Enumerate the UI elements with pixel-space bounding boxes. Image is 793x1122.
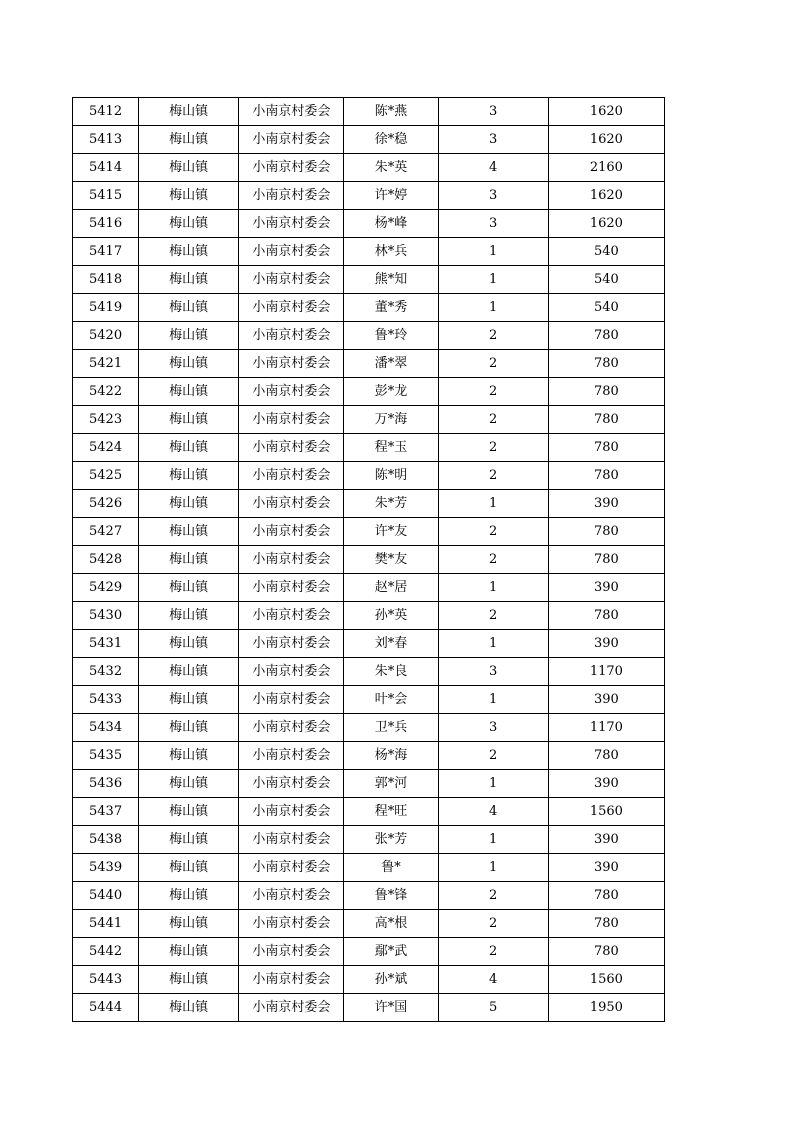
table-row bbox=[73, 686, 665, 714]
name-cell: 朱*良 bbox=[344, 658, 438, 686]
count-cell: 1 bbox=[438, 266, 548, 294]
town-cell: 梅山镇 bbox=[139, 826, 239, 854]
village-committee-cell: 小南京村委会 bbox=[239, 602, 344, 630]
table-row bbox=[73, 714, 665, 742]
amount-cell: 540 bbox=[548, 238, 664, 266]
row-number-cell: 5443 bbox=[73, 966, 139, 994]
count-cell: 2 bbox=[438, 378, 548, 406]
name-cell: 樊*友 bbox=[344, 546, 438, 574]
row-number-cell: 5427 bbox=[73, 518, 139, 546]
amount-cell: 780 bbox=[548, 518, 664, 546]
name-cell: 许*国 bbox=[344, 994, 438, 1022]
town-cell: 梅山镇 bbox=[139, 378, 239, 406]
count-cell: 4 bbox=[438, 798, 548, 826]
row-number-cell: 5413 bbox=[73, 126, 139, 154]
count-cell: 1 bbox=[438, 826, 548, 854]
town-cell: 梅山镇 bbox=[139, 966, 239, 994]
count-cell: 1 bbox=[438, 630, 548, 658]
table-row bbox=[73, 378, 665, 406]
amount-cell: 780 bbox=[548, 910, 664, 938]
count-cell: 3 bbox=[438, 182, 548, 210]
village-committee-cell: 小南京村委会 bbox=[239, 98, 344, 126]
village-committee-cell: 小南京村委会 bbox=[239, 798, 344, 826]
count-cell: 2 bbox=[438, 434, 548, 462]
name-cell: 赵*居 bbox=[344, 574, 438, 602]
count-cell: 2 bbox=[438, 602, 548, 630]
town-cell: 梅山镇 bbox=[139, 294, 239, 322]
count-cell: 2 bbox=[438, 322, 548, 350]
table-row bbox=[73, 854, 665, 882]
village-committee-cell: 小南京村委会 bbox=[239, 994, 344, 1022]
village-committee-cell: 小南京村委会 bbox=[239, 854, 344, 882]
amount-cell: 780 bbox=[548, 602, 664, 630]
amount-cell: 1620 bbox=[548, 126, 664, 154]
name-cell: 高*根 bbox=[344, 910, 438, 938]
name-cell: 叶*会 bbox=[344, 686, 438, 714]
amount-cell: 390 bbox=[548, 854, 664, 882]
row-number-cell: 5419 bbox=[73, 294, 139, 322]
count-cell: 5 bbox=[438, 994, 548, 1022]
name-cell: 刘*春 bbox=[344, 630, 438, 658]
village-committee-cell: 小南京村委会 bbox=[239, 686, 344, 714]
village-committee-cell: 小南京村委会 bbox=[239, 294, 344, 322]
count-cell: 1 bbox=[438, 854, 548, 882]
town-cell: 梅山镇 bbox=[139, 434, 239, 462]
table-row bbox=[73, 910, 665, 938]
table-row bbox=[73, 434, 665, 462]
name-cell: 鄢*武 bbox=[344, 938, 438, 966]
row-number-cell: 5423 bbox=[73, 406, 139, 434]
name-cell: 万*海 bbox=[344, 406, 438, 434]
count-cell: 3 bbox=[438, 714, 548, 742]
town-cell: 梅山镇 bbox=[139, 574, 239, 602]
table-row bbox=[73, 966, 665, 994]
town-cell: 梅山镇 bbox=[139, 770, 239, 798]
count-cell: 2 bbox=[438, 518, 548, 546]
row-number-cell: 5429 bbox=[73, 574, 139, 602]
table-row bbox=[73, 126, 665, 154]
name-cell: 鲁*玲 bbox=[344, 322, 438, 350]
amount-cell: 780 bbox=[548, 378, 664, 406]
count-cell: 1 bbox=[438, 686, 548, 714]
amount-cell: 390 bbox=[548, 630, 664, 658]
name-cell: 孙*英 bbox=[344, 602, 438, 630]
count-cell: 2 bbox=[438, 406, 548, 434]
count-cell: 2 bbox=[438, 910, 548, 938]
village-committee-cell: 小南京村委会 bbox=[239, 126, 344, 154]
village-committee-cell: 小南京村委会 bbox=[239, 434, 344, 462]
village-committee-cell: 小南京村委会 bbox=[239, 266, 344, 294]
count-cell: 2 bbox=[438, 350, 548, 378]
row-number-cell: 5438 bbox=[73, 826, 139, 854]
town-cell: 梅山镇 bbox=[139, 266, 239, 294]
table-row bbox=[73, 742, 665, 770]
town-cell: 梅山镇 bbox=[139, 98, 239, 126]
amount-cell: 780 bbox=[548, 938, 664, 966]
row-number-cell: 5442 bbox=[73, 938, 139, 966]
count-cell: 1 bbox=[438, 574, 548, 602]
count-cell: 3 bbox=[438, 210, 548, 238]
amount-cell: 780 bbox=[548, 742, 664, 770]
row-number-cell: 5444 bbox=[73, 994, 139, 1022]
village-committee-cell: 小南京村委会 bbox=[239, 714, 344, 742]
town-cell: 梅山镇 bbox=[139, 350, 239, 378]
village-committee-cell: 小南京村委会 bbox=[239, 574, 344, 602]
amount-cell: 1560 bbox=[548, 966, 664, 994]
town-cell: 梅山镇 bbox=[139, 714, 239, 742]
amount-cell: 390 bbox=[548, 826, 664, 854]
name-cell: 彭*龙 bbox=[344, 378, 438, 406]
name-cell: 许*婷 bbox=[344, 182, 438, 210]
table-row bbox=[73, 938, 665, 966]
row-number-cell: 5416 bbox=[73, 210, 139, 238]
amount-cell: 780 bbox=[548, 462, 664, 490]
row-number-cell: 5437 bbox=[73, 798, 139, 826]
town-cell: 梅山镇 bbox=[139, 658, 239, 686]
village-committee-cell: 小南京村委会 bbox=[239, 182, 344, 210]
village-committee-cell: 小南京村委会 bbox=[239, 350, 344, 378]
table-row bbox=[73, 490, 665, 518]
amount-cell: 390 bbox=[548, 490, 664, 518]
table-row bbox=[73, 574, 665, 602]
row-number-cell: 5436 bbox=[73, 770, 139, 798]
amount-cell: 2160 bbox=[548, 154, 664, 182]
village-committee-cell: 小南京村委会 bbox=[239, 406, 344, 434]
row-number-cell: 5434 bbox=[73, 714, 139, 742]
row-number-cell: 5441 bbox=[73, 910, 139, 938]
village-committee-cell: 小南京村委会 bbox=[239, 546, 344, 574]
name-cell: 郭*河 bbox=[344, 770, 438, 798]
name-cell: 朱*英 bbox=[344, 154, 438, 182]
row-number-cell: 5430 bbox=[73, 602, 139, 630]
village-committee-cell: 小南京村委会 bbox=[239, 378, 344, 406]
amount-cell: 390 bbox=[548, 770, 664, 798]
name-cell: 陈*燕 bbox=[344, 98, 438, 126]
row-number-cell: 5432 bbox=[73, 658, 139, 686]
amount-cell: 1170 bbox=[548, 658, 664, 686]
table-row bbox=[73, 770, 665, 798]
town-cell: 梅山镇 bbox=[139, 126, 239, 154]
town-cell: 梅山镇 bbox=[139, 238, 239, 266]
table-row bbox=[73, 882, 665, 910]
row-number-cell: 5421 bbox=[73, 350, 139, 378]
count-cell: 1 bbox=[438, 238, 548, 266]
amount-cell: 1620 bbox=[548, 182, 664, 210]
amount-cell: 1560 bbox=[548, 798, 664, 826]
village-committee-cell: 小南京村委会 bbox=[239, 322, 344, 350]
amount-cell: 540 bbox=[548, 294, 664, 322]
town-cell: 梅山镇 bbox=[139, 630, 239, 658]
count-cell: 1 bbox=[438, 490, 548, 518]
amount-cell: 1620 bbox=[548, 210, 664, 238]
records-table bbox=[72, 97, 665, 1022]
count-cell: 2 bbox=[438, 742, 548, 770]
table-row bbox=[73, 210, 665, 238]
village-committee-cell: 小南京村委会 bbox=[239, 966, 344, 994]
village-committee-cell: 小南京村委会 bbox=[239, 658, 344, 686]
count-cell: 4 bbox=[438, 966, 548, 994]
count-cell: 1 bbox=[438, 770, 548, 798]
amount-cell: 1620 bbox=[548, 98, 664, 126]
row-number-cell: 5412 bbox=[73, 98, 139, 126]
row-number-cell: 5420 bbox=[73, 322, 139, 350]
table-row bbox=[73, 238, 665, 266]
amount-cell: 1950 bbox=[548, 994, 664, 1022]
name-cell: 程*玉 bbox=[344, 434, 438, 462]
amount-cell: 390 bbox=[548, 574, 664, 602]
count-cell: 1 bbox=[438, 294, 548, 322]
row-number-cell: 5424 bbox=[73, 434, 139, 462]
table-row bbox=[73, 994, 665, 1022]
village-committee-cell: 小南京村委会 bbox=[239, 490, 344, 518]
town-cell: 梅山镇 bbox=[139, 938, 239, 966]
town-cell: 梅山镇 bbox=[139, 406, 239, 434]
amount-cell: 1170 bbox=[548, 714, 664, 742]
village-committee-cell: 小南京村委会 bbox=[239, 910, 344, 938]
town-cell: 梅山镇 bbox=[139, 994, 239, 1022]
village-committee-cell: 小南京村委会 bbox=[239, 630, 344, 658]
table-row bbox=[73, 406, 665, 434]
table-row bbox=[73, 182, 665, 210]
town-cell: 梅山镇 bbox=[139, 546, 239, 574]
amount-cell: 780 bbox=[548, 546, 664, 574]
amount-cell: 780 bbox=[548, 882, 664, 910]
name-cell: 杨*峰 bbox=[344, 210, 438, 238]
table-row bbox=[73, 658, 665, 686]
name-cell: 程*旺 bbox=[344, 798, 438, 826]
row-number-cell: 5435 bbox=[73, 742, 139, 770]
count-cell: 3 bbox=[438, 658, 548, 686]
name-cell: 陈*明 bbox=[344, 462, 438, 490]
town-cell: 梅山镇 bbox=[139, 798, 239, 826]
row-number-cell: 5425 bbox=[73, 462, 139, 490]
town-cell: 梅山镇 bbox=[139, 742, 239, 770]
village-committee-cell: 小南京村委会 bbox=[239, 238, 344, 266]
name-cell: 鲁*锋 bbox=[344, 882, 438, 910]
name-cell: 董*秀 bbox=[344, 294, 438, 322]
row-number-cell: 5440 bbox=[73, 882, 139, 910]
town-cell: 梅山镇 bbox=[139, 490, 239, 518]
records-table-body bbox=[73, 98, 665, 1022]
town-cell: 梅山镇 bbox=[139, 518, 239, 546]
town-cell: 梅山镇 bbox=[139, 210, 239, 238]
count-cell: 2 bbox=[438, 546, 548, 574]
table-row bbox=[73, 266, 665, 294]
name-cell: 朱*芳 bbox=[344, 490, 438, 518]
amount-cell: 780 bbox=[548, 322, 664, 350]
table-row bbox=[73, 294, 665, 322]
row-number-cell: 5439 bbox=[73, 854, 139, 882]
count-cell: 2 bbox=[438, 462, 548, 490]
village-committee-cell: 小南京村委会 bbox=[239, 826, 344, 854]
town-cell: 梅山镇 bbox=[139, 910, 239, 938]
name-cell: 鲁* bbox=[344, 854, 438, 882]
row-number-cell: 5414 bbox=[73, 154, 139, 182]
amount-cell: 780 bbox=[548, 406, 664, 434]
name-cell: 熊*知 bbox=[344, 266, 438, 294]
row-number-cell: 5426 bbox=[73, 490, 139, 518]
table-row bbox=[73, 350, 665, 378]
amount-cell: 780 bbox=[548, 350, 664, 378]
village-committee-cell: 小南京村委会 bbox=[239, 518, 344, 546]
row-number-cell: 5417 bbox=[73, 238, 139, 266]
town-cell: 梅山镇 bbox=[139, 854, 239, 882]
row-number-cell: 5415 bbox=[73, 182, 139, 210]
table-row bbox=[73, 798, 665, 826]
village-committee-cell: 小南京村委会 bbox=[239, 210, 344, 238]
name-cell: 孙*斌 bbox=[344, 966, 438, 994]
amount-cell: 780 bbox=[548, 434, 664, 462]
town-cell: 梅山镇 bbox=[139, 154, 239, 182]
village-committee-cell: 小南京村委会 bbox=[239, 770, 344, 798]
name-cell: 林*兵 bbox=[344, 238, 438, 266]
row-number-cell: 5418 bbox=[73, 266, 139, 294]
table-row bbox=[73, 826, 665, 854]
table-row bbox=[73, 630, 665, 658]
village-committee-cell: 小南京村委会 bbox=[239, 154, 344, 182]
count-cell: 3 bbox=[438, 98, 548, 126]
town-cell: 梅山镇 bbox=[139, 322, 239, 350]
village-committee-cell: 小南京村委会 bbox=[239, 742, 344, 770]
row-number-cell: 5431 bbox=[73, 630, 139, 658]
amount-cell: 540 bbox=[548, 266, 664, 294]
table-row bbox=[73, 462, 665, 490]
amount-cell: 390 bbox=[548, 686, 664, 714]
count-cell: 2 bbox=[438, 882, 548, 910]
village-committee-cell: 小南京村委会 bbox=[239, 882, 344, 910]
table-row bbox=[73, 546, 665, 574]
table-row bbox=[73, 602, 665, 630]
row-number-cell: 5433 bbox=[73, 686, 139, 714]
name-cell: 卫*兵 bbox=[344, 714, 438, 742]
count-cell: 3 bbox=[438, 126, 548, 154]
name-cell: 杨*海 bbox=[344, 742, 438, 770]
table-row bbox=[73, 518, 665, 546]
town-cell: 梅山镇 bbox=[139, 602, 239, 630]
town-cell: 梅山镇 bbox=[139, 182, 239, 210]
name-cell: 张*芳 bbox=[344, 826, 438, 854]
table-row bbox=[73, 154, 665, 182]
row-number-cell: 5428 bbox=[73, 546, 139, 574]
village-committee-cell: 小南京村委会 bbox=[239, 938, 344, 966]
count-cell: 4 bbox=[438, 154, 548, 182]
count-cell: 2 bbox=[438, 938, 548, 966]
village-committee-cell: 小南京村委会 bbox=[239, 462, 344, 490]
name-cell: 潘*翠 bbox=[344, 350, 438, 378]
row-number-cell: 5422 bbox=[73, 378, 139, 406]
table-row bbox=[73, 98, 665, 126]
town-cell: 梅山镇 bbox=[139, 686, 239, 714]
town-cell: 梅山镇 bbox=[139, 462, 239, 490]
name-cell: 徐*稳 bbox=[344, 126, 438, 154]
town-cell: 梅山镇 bbox=[139, 882, 239, 910]
table-row bbox=[73, 322, 665, 350]
name-cell: 许*友 bbox=[344, 518, 438, 546]
